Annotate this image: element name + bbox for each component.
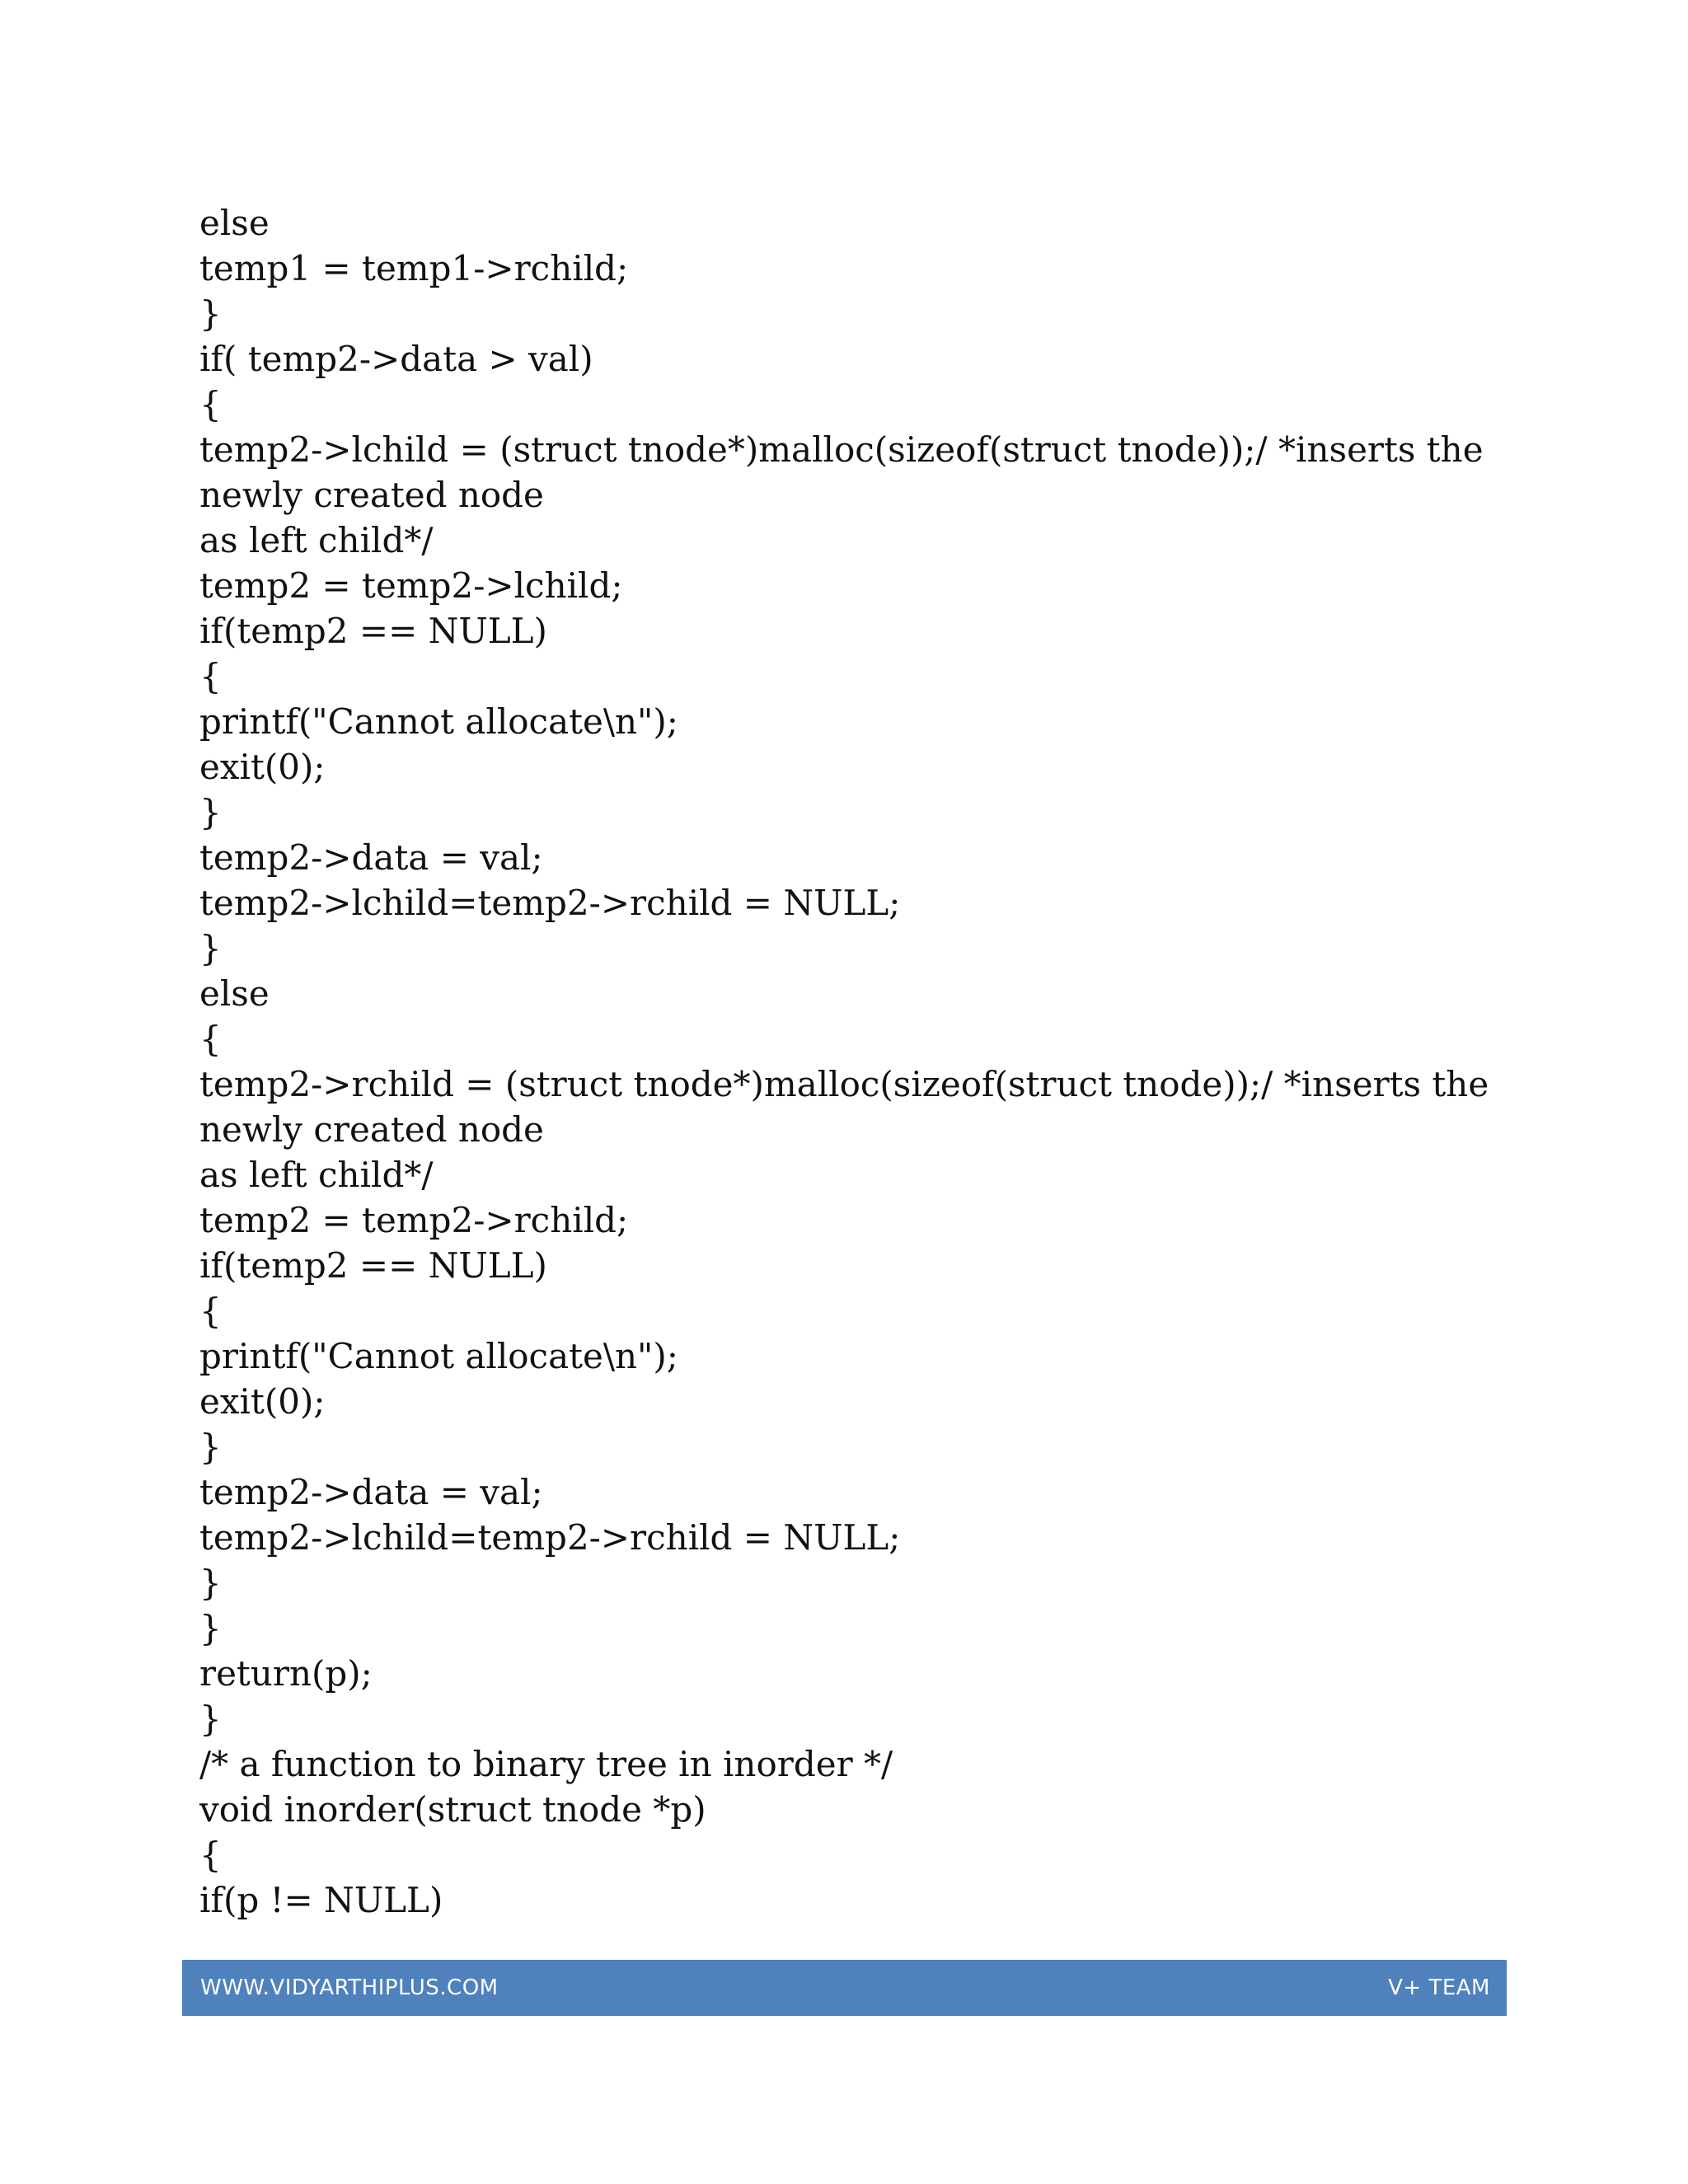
footer-team: V+ TEAM <box>1388 1975 1490 2000</box>
code-line: } <box>199 1608 222 1648</box>
code-line: temp2->lchild=temp2->rchild = NULL; <box>199 883 901 923</box>
code-line: newly created node <box>199 1109 544 1150</box>
code-line: void inorder(struct tnode *p) <box>199 1789 706 1830</box>
code-line: temp1 = temp1->rchild; <box>199 248 629 288</box>
code-line: temp2->lchild = (struct tnode*)malloc(sizeof(struct tnode));/ *inserts the <box>199 429 1484 470</box>
page-footer <box>182 1960 1507 2016</box>
code-line: { <box>199 1835 222 1875</box>
code-line: temp2->rchild = (struct tnode*)malloc(sizeof(struct tnode));/ *inserts the <box>199 1064 1489 1104</box>
code-line: as left child*/ <box>199 1155 434 1195</box>
code-line: temp2->data = val; <box>199 837 543 878</box>
code-line: if(temp2 == NULL) <box>199 1245 547 1286</box>
code-line: as left child*/ <box>199 520 434 560</box>
code-line: printf("Cannot allocate\n"); <box>199 701 678 742</box>
code-line: } <box>199 928 222 968</box>
code-line: temp2->data = val; <box>199 1472 543 1512</box>
code-line: { <box>199 656 222 696</box>
code-line: printf("Cannot allocate\n"); <box>199 1336 678 1376</box>
code-line: return(p); <box>199 1653 373 1694</box>
code-line: exit(0); <box>199 1381 326 1422</box>
code-line: temp2->lchild=temp2->rchild = NULL; <box>199 1517 901 1558</box>
code-line: temp2 = temp2->rchild; <box>199 1200 629 1240</box>
code-line: } <box>199 1699 222 1739</box>
code-line: } <box>199 1427 222 1467</box>
code-line: /* a function to binary tree in inorder */ <box>199 1744 893 1784</box>
code-line: } <box>199 1563 222 1603</box>
code-line: newly created node <box>199 475 544 515</box>
code-line: if(temp2 == NULL) <box>199 611 547 651</box>
code-line: } <box>199 293 222 334</box>
code-line: if( temp2->data > val) <box>199 339 593 379</box>
code-line: else <box>199 973 270 1014</box>
code-line: { <box>199 1019 222 1059</box>
code-line: { <box>199 384 222 424</box>
code-listing <box>199 200 1502 1923</box>
code-line: if(p != NULL) <box>199 1880 443 1920</box>
code-line: } <box>199 792 222 832</box>
code-line: { <box>199 1291 222 1331</box>
code-line: exit(0); <box>199 747 326 787</box>
code-line: else <box>199 203 270 243</box>
code-line: temp2 = temp2->lchild; <box>199 565 623 606</box>
footer-website: WWW.VIDYARTHIPLUS.COM <box>200 1975 499 2000</box>
